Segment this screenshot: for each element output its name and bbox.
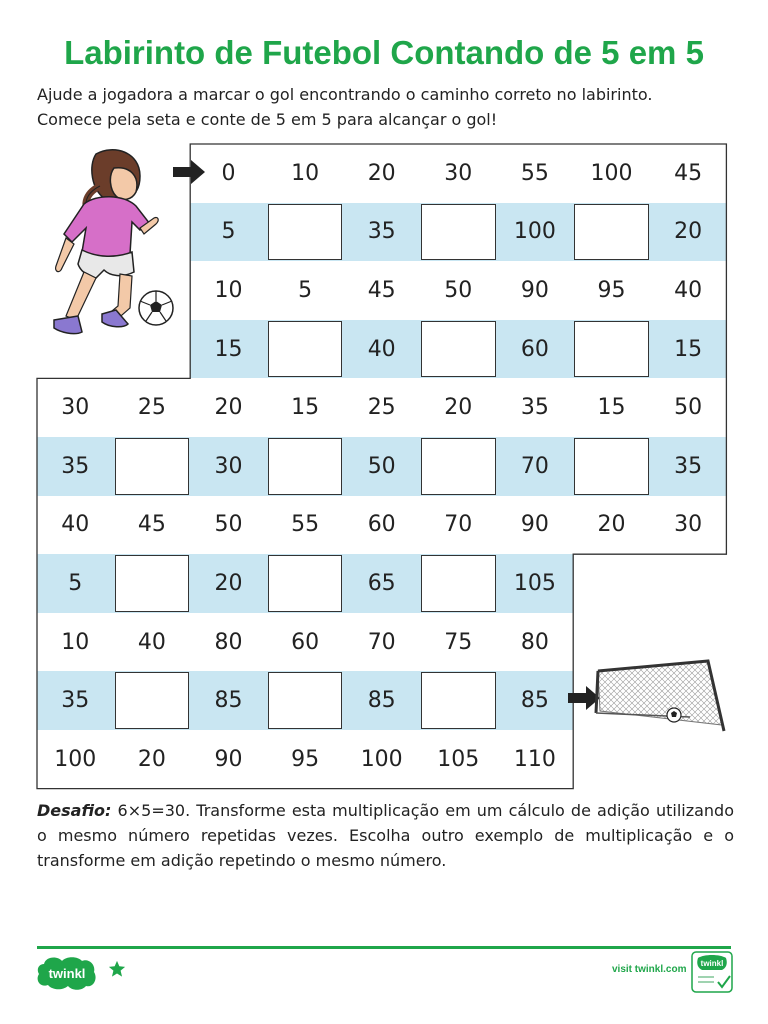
maze-number-cell: 25 [137, 395, 166, 421]
maze-number-cell: 35 [61, 688, 90, 714]
maze-number-cell: 20 [214, 395, 243, 421]
maze-number-cell: 20 [137, 746, 166, 772]
quality-badge [690, 950, 734, 994]
maze-number-cell: 95 [291, 746, 320, 772]
maze-blank-cell[interactable] [574, 321, 649, 378]
maze-number-cell: 45 [367, 277, 396, 303]
maze-number-cell: 15 [674, 336, 703, 362]
maze-number-cell: 105 [437, 746, 480, 772]
maze-number-cell: 40 [137, 629, 166, 655]
maze-number-cell: 5 [68, 570, 83, 596]
maze-blank-cell[interactable] [268, 204, 343, 261]
maze-number-cell: 30 [444, 160, 473, 186]
maze-number-cell: 10 [214, 277, 243, 303]
maze-number-cell: 65 [367, 570, 396, 596]
maze-number-cell: 100 [54, 746, 97, 772]
maze-number-cell: 35 [674, 453, 703, 479]
maze-number-cell: 50 [674, 395, 703, 421]
maze-number-cell: 35 [61, 453, 90, 479]
maze-number-cell: 50 [444, 277, 473, 303]
page-title: Labirinto de Futebol Contando de 5 em 5 [64, 34, 704, 71]
maze-number-cell: 5 [298, 277, 313, 303]
maze-blank-cell[interactable] [421, 204, 496, 261]
maze-number-cell: 10 [61, 629, 90, 655]
maze-blank-cell[interactable] [115, 555, 190, 612]
twinkl-logo[interactable] [36, 956, 98, 990]
maze-number-cell: 5 [221, 219, 236, 245]
maze-number-cell: 40 [61, 512, 90, 538]
maze-number-cell: 95 [597, 277, 626, 303]
maze-blank-cell[interactable] [115, 438, 190, 495]
maze-number-cell: 40 [367, 336, 396, 362]
maze-number-cell: 90 [520, 512, 549, 538]
maze-number-cell: 85 [520, 688, 549, 714]
maze-number-cell: 75 [444, 629, 473, 655]
maze-number-cell: 60 [520, 336, 549, 362]
maze-blank-cell[interactable] [268, 555, 343, 612]
maze-number-cell: 60 [367, 512, 396, 538]
maze-number-cell: 90 [520, 277, 549, 303]
maze-number-cell: 45 [674, 160, 703, 186]
maze-number-cell: 40 [674, 277, 703, 303]
challenge-body: 6×5=30. Transforme esta multiplicação em um cálculo de adição utilizando o mesmo número repetidas vezes. Escolha outro exemplo de multiplicação e o transforme em adição repetindo o mesmo número. [37, 801, 734, 870]
maze-number-cell: 80 [520, 629, 549, 655]
maze-number-cell: 15 [214, 336, 243, 362]
maze-number-cell: 15 [291, 395, 320, 421]
footer-divider [37, 946, 731, 949]
maze-number-cell: 25 [367, 395, 396, 421]
maze-number-cell: 70 [367, 629, 396, 655]
maze-number-cell: 0 [221, 160, 236, 186]
maze-number-cell: 10 [291, 160, 320, 186]
maze-number-cell: 85 [214, 688, 243, 714]
maze-blank-cell[interactable] [421, 555, 496, 612]
maze-number-cell: 20 [214, 570, 243, 596]
instruction-line-1: Ajude a jogadora a marcar o gol encontrando o caminho correto no labirinto. [37, 85, 653, 104]
maze-number-cell: 85 [367, 688, 396, 714]
challenge-text [37, 798, 734, 873]
maze-number-cell: 50 [367, 453, 396, 479]
maze-blank-cell[interactable] [421, 438, 496, 495]
challenge-label: Desafio: [37, 801, 112, 820]
maze-number-cell: 15 [597, 395, 626, 421]
maze-number-cell: 100 [513, 219, 556, 245]
maze-blank-cell[interactable] [574, 204, 649, 261]
maze-number-cell: 35 [367, 219, 396, 245]
instruction-line-2: Comece pela seta e conte de 5 em 5 para alcançar o gol! [37, 110, 498, 129]
maze-number-cell: 55 [291, 512, 320, 538]
maze-number-cell: 20 [674, 219, 703, 245]
maze-blank-cell[interactable] [268, 438, 343, 495]
maze-number-cell: 80 [214, 629, 243, 655]
maze-number-cell: 70 [520, 453, 549, 479]
logo-text: twinkl [48, 966, 86, 981]
maze-number-cell: 105 [513, 570, 556, 596]
maze-number-cell: 20 [367, 160, 396, 186]
maze-blank-cell[interactable] [115, 672, 190, 729]
maze-blank-cell[interactable] [574, 438, 649, 495]
soccer-goal-illustration [590, 655, 730, 737]
start-arrow-icon [173, 160, 205, 184]
maze-number-cell: 70 [444, 512, 473, 538]
maze-number-cell: 30 [61, 395, 90, 421]
maze-number-cell: 90 [214, 746, 243, 772]
maze-blank-cell[interactable] [421, 321, 496, 378]
maze-number-cell: 100 [590, 160, 633, 186]
maze-number-cell: 20 [444, 395, 473, 421]
maze-number-cell: 45 [137, 512, 166, 538]
visit-link[interactable]: visit twinkl.com [612, 964, 687, 975]
maze-number-cell: 60 [291, 629, 320, 655]
maze-number-cell: 20 [597, 512, 626, 538]
maze-blank-cell[interactable] [268, 321, 343, 378]
maze-number-cell: 30 [214, 453, 243, 479]
maze-number-cell: 35 [520, 395, 549, 421]
star-icon [108, 960, 126, 978]
maze-number-cell: 110 [513, 746, 556, 772]
maze-blank-cell[interactable] [268, 672, 343, 729]
badge-text: twinkl [700, 959, 724, 968]
maze-number-cell: 100 [360, 746, 403, 772]
maze-number-cell: 50 [214, 512, 243, 538]
maze-number-cell: 55 [520, 160, 549, 186]
maze-number-cell: 30 [674, 512, 703, 538]
maze-blank-cell[interactable] [421, 672, 496, 729]
